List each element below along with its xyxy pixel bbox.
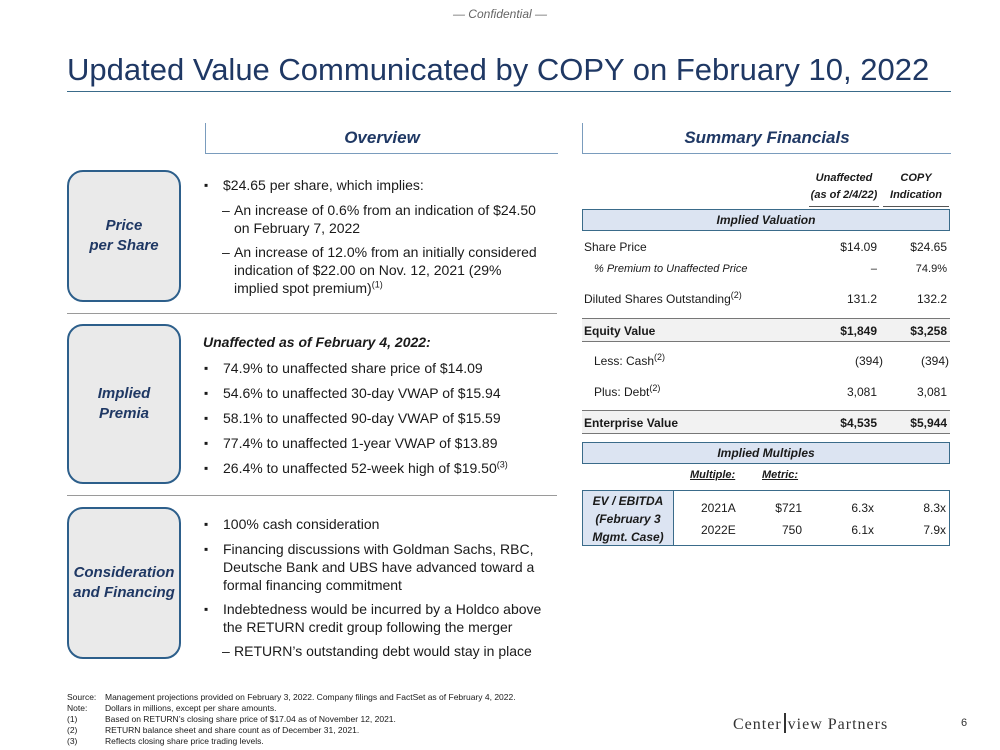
share-price-copy: $24.65 — [910, 240, 947, 254]
debt-copy: 3,081 — [916, 385, 947, 399]
col-unaffected-header — [809, 170, 879, 204]
row-premium — [0, 263, 1000, 279]
equity-copy: $3,258 — [910, 324, 947, 338]
table-row — [0, 523, 1000, 539]
multiple-header: Multiple: — [690, 469, 736, 481]
premia-label-line2: Premia — [98, 405, 150, 422]
diluted-footnote: (2) — [730, 290, 742, 300]
cash-copy: (394) — [920, 354, 949, 368]
premia-bullet-5-footnote: (3) — [496, 459, 508, 470]
col-copy-line2: Indication — [890, 189, 942, 201]
row2-metric: 750 — [781, 523, 802, 537]
col-unaffected-line1: Unaffected — [815, 172, 873, 184]
debt-unaffected: 3,081 — [846, 385, 877, 399]
col-copy-rule — [883, 206, 949, 207]
col-unaffected-rule — [809, 206, 879, 207]
implied-multiples-band: Implied Multiples — [582, 442, 950, 464]
row1-multiple-unaffected: 6.3x — [851, 501, 874, 515]
row-diluted-shares — [0, 292, 1000, 308]
row-divider-2 — [67, 495, 557, 496]
page-title: Updated Value Communicated by COPY on February 10, 2022 — [67, 52, 930, 87]
debt-label — [594, 385, 660, 399]
ev-copy: $5,944 — [910, 416, 947, 430]
premia-intro: Unaffected as of February 4, 2022: — [203, 334, 431, 350]
row2-year: 2022E — [701, 523, 736, 537]
overview-heading: Overview — [205, 123, 558, 154]
footnote-item — [67, 703, 627, 714]
diluted-label — [584, 292, 742, 306]
footnote-key: (3) — [67, 736, 78, 746]
footnote-key: (1) — [67, 714, 78, 724]
equity-label: Equity Value — [584, 324, 656, 338]
price-per-share-label — [67, 170, 181, 302]
footnote-key: Note: — [67, 703, 88, 713]
row-divider-1 — [67, 313, 557, 314]
premia-bullet-1: ▪ 74.9% to unaffected share price of $14.09 — [202, 359, 543, 377]
page-number: 6 — [961, 717, 968, 729]
footnote-item — [67, 736, 627, 747]
row2-multiple-copy: 7.9x — [923, 523, 946, 537]
price-label-line2: per Share — [89, 237, 159, 254]
diluted-unaffected: 131.2 — [846, 292, 877, 306]
diluted-copy: 132.2 — [916, 292, 947, 306]
row1-metric: $721 — [775, 501, 802, 515]
centerview-logo — [733, 713, 888, 734]
table-row — [0, 501, 1000, 517]
col-copy-line1: COPY — [900, 172, 932, 184]
metric-header: Metric: — [762, 469, 799, 481]
premium-unaffected: – — [870, 263, 877, 275]
logo-divider — [784, 713, 786, 733]
col-unaffected-line2: (as of 2/4/22) — [810, 189, 878, 201]
footnote-text: RETURN balance sheet and share count as of December 31, 2021. — [105, 725, 360, 735]
cash-footnote: (2) — [654, 352, 666, 362]
footnote-item — [67, 714, 627, 725]
row-debt — [0, 385, 1000, 401]
share-price-unaffected: $14.09 — [840, 240, 877, 254]
footnote-key: Source: — [67, 692, 97, 702]
equity-unaffected: $1,849 — [840, 324, 877, 338]
ev-ebitda-line3: Mgmt. Case) — [592, 530, 664, 544]
consideration-bullet-2: ▪ Financing discussions with Goldman Sachs, RBC, Deutsche Bank and UBS have advanced toward a formal financing commitment — [202, 540, 543, 594]
implied-premia-label — [67, 324, 181, 484]
price-bullet: ▪ $24.65 per share, which implies: — [202, 176, 543, 194]
confidential-label: — Confidential — — [452, 7, 548, 21]
price-label-line1: Price — [105, 217, 143, 234]
row-cash — [0, 354, 1000, 370]
footnotes — [67, 692, 627, 748]
price-dash-2-text: An increase of 12.0% from an initially considered indication of $22.00 on Nov. 12, 2021 (29% implied spot premium) — [234, 244, 537, 296]
ev-ebitda-line2: (February 3 — [595, 512, 661, 526]
premia-bullet-2: ▪ 54.6% to unaffected 30-day VWAP of $15.94 — [202, 384, 543, 402]
row1-multiple-copy: 8.3x — [923, 501, 946, 515]
diluted-label-text: Diluted Shares Outstanding — [584, 292, 731, 306]
footnote-key: (2) — [67, 725, 78, 735]
debt-footnote: (2) — [649, 383, 661, 393]
row1-year: 2021A — [701, 501, 736, 515]
premia-bullet-3: ▪ 58.1% to unaffected 90-day VWAP of $15.59 — [202, 409, 543, 427]
col-copy-header — [883, 170, 949, 204]
footnote-text: Dollars in millions, except per share amounts. — [105, 703, 277, 713]
summary-financials-heading: Summary Financials — [582, 123, 951, 154]
logo-right-text: view Partners — [787, 716, 889, 733]
consideration-bullet-3: ▪ Indebtedness would be incurred by a Holdco above the RETURN credit group following the merger — [202, 600, 543, 636]
title-divider — [67, 91, 951, 92]
ev-label: Enterprise Value — [584, 416, 679, 430]
premium-copy: 74.9% — [915, 263, 947, 275]
consideration-label-line1: Consideration — [73, 564, 175, 581]
row2-multiple-unaffected: 6.1x — [851, 523, 874, 537]
row-equity-value — [582, 318, 950, 342]
footnote-item — [67, 692, 627, 703]
footnote-text: Based on RETURN’s closing share price of $17.04 as of November 12, 2021. — [105, 714, 396, 724]
footnote-text: Management projections provided on February 3, 2022. Company filings and FactSet as of February 4, 2022. — [105, 692, 516, 702]
premia-bullet-4: ▪ 77.4% to unaffected 1-year VWAP of $13.89 — [202, 434, 543, 452]
row-share-price — [0, 240, 1000, 256]
premia-label-line1: Implied — [97, 385, 151, 402]
cash-label — [594, 354, 665, 368]
consideration-label-line2: and Financing — [73, 584, 175, 601]
premia-bullet-5-text: 26.4% to unaffected 52-week high of $19.50 — [223, 460, 497, 476]
row-enterprise-value — [582, 410, 950, 434]
cash-unaffected: (394) — [854, 354, 883, 368]
implied-valuation-band: Implied Valuation — [582, 209, 950, 231]
footnote-item — [67, 725, 627, 736]
logo-left-text: Center — [733, 716, 782, 733]
consideration-bullet-1: ▪ 100% cash consideration — [202, 515, 543, 533]
premia-bullet-5 — [202, 459, 543, 477]
premium-label: % Premium to Unaffected Price — [594, 263, 748, 275]
cash-label-text: Less: Cash — [594, 354, 655, 368]
ev-unaffected: $4,535 — [840, 416, 877, 430]
price-dash-1: – An increase of 0.6% from an indication of $24.50 on February 7, 2022 — [222, 201, 544, 237]
debt-label-text: Plus: Debt — [594, 385, 650, 399]
price-dash-2-footnote: (1) — [371, 279, 383, 290]
consideration-dash-1: – RETURN’s outstanding debt would stay in place — [222, 642, 544, 660]
ev-ebitda-line1: EV / EBITDA — [592, 494, 664, 508]
footnote-text: Reflects closing share price trading levels. — [105, 736, 264, 746]
share-price-label: Share Price — [584, 240, 647, 254]
